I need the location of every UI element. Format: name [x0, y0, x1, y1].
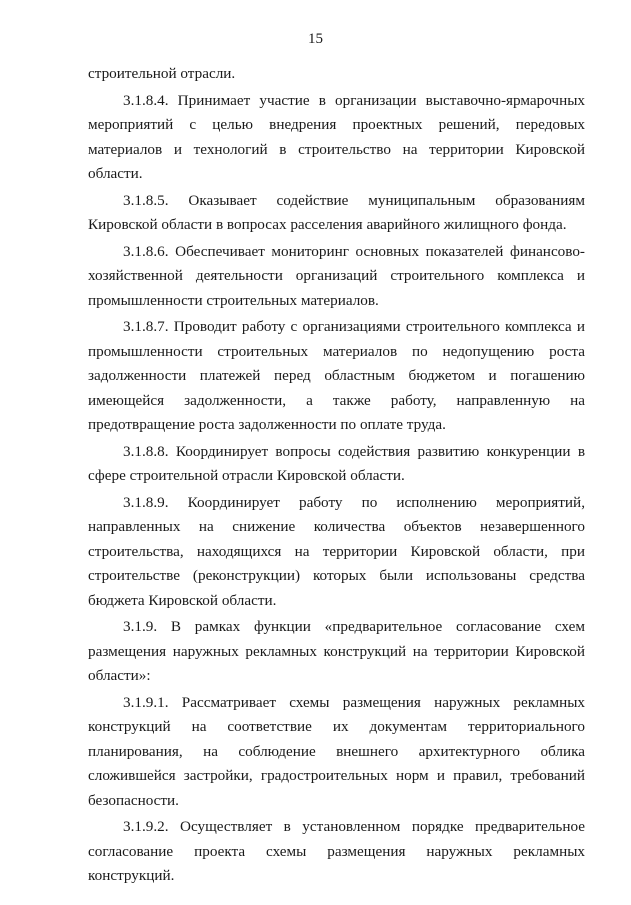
- paragraph-3-1-8-6: 3.1.8.6. Обеспечивает мониторинг основных показателей финансово-хозяйственной деятельности организаций строительного комплекса и промышленности строительных материалов.: [88, 242, 585, 309]
- paragraph-3-1-8-8: 3.1.8.8. Координирует вопросы содействия развитию конкуренции в сфере строительной отрасли Кировской области.: [88, 442, 585, 484]
- paragraph-3-1-8-7: 3.1.8.7. Проводит работу с организациями строительного комплекса и промышленности строительных материалов по недопущению роста задолженности платежей перед областным бюджетом и погашению имеющейся задолженности, а также работу, направленную на предотвращение роста задолженности по оплате труда.: [88, 318, 585, 433]
- document-body: [88, 62, 585, 889]
- paragraph-3-1-9-2: 3.1.9.2. Осуществляет в установленном порядке предварительное согласование проекта схемы размещения наружных рекламных конструкций.: [88, 818, 585, 884]
- paragraph-continuation: строительной отрасли.: [88, 65, 236, 82]
- paragraph-3-1-8-5: 3.1.8.5. Оказывает содействие муниципальным образованиям Кировской области в вопросах расселения аварийного жилищного фонда.: [88, 191, 585, 233]
- paragraph-3-1-8-9: 3.1.8.9. Координирует работу по исполнению мероприятий, направленных на снижение количества объектов незавершенного строительства, находящихся на территории Кировской области, при строительстве (реконструкции) которых были использованы средства бюджета Кировской области.: [88, 493, 585, 609]
- paragraph-3-1-8-4: 3.1.8.4. Принимает участие в организации выставочно-ярмарочных мероприятий с целью внедрения проектных решений, передовых материалов и технологий в строительство на территории Кировской области.: [88, 91, 585, 182]
- paragraph-3-1-9: 3.1.9. В рамках функции «предварительное согласование схем размещения наружных рекламных конструкций на территории Кировской области»:: [88, 618, 585, 684]
- paragraph-3-1-9-1: 3.1.9.1. Рассматривает схемы размещения наружных рекламных конструкций на соответствие их документам территориального планирования, на соблюдение внешнего архитектурного облика сложившейся застройки, градостроительных норм и правил, требований безопасности.: [88, 693, 585, 809]
- page-number: 15: [308, 31, 323, 47]
